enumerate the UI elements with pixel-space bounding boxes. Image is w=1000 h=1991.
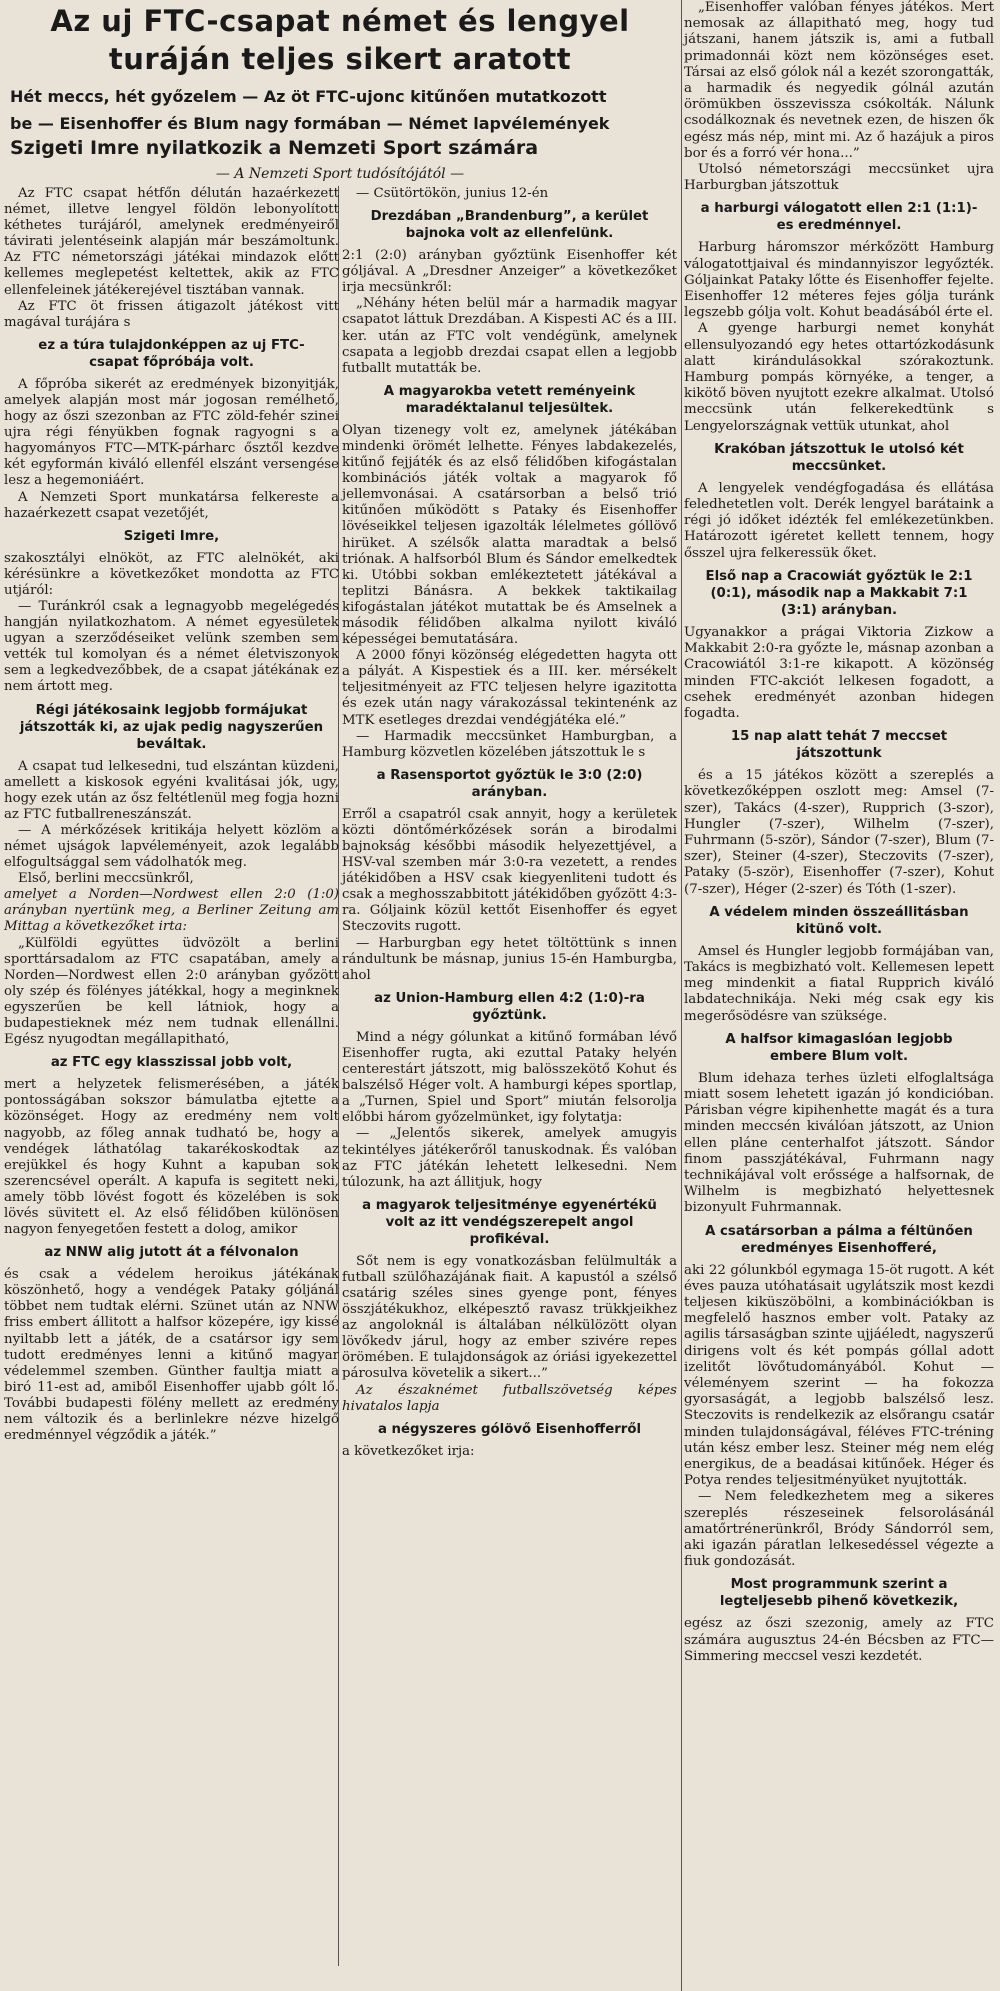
paragraph: Amsel és Hungler legjobb formájában van, Takács is megbizható volt. Kellemesen lepett meg mindenkit a fiatal Rupprich kiváló labdatechnikája. Neki még csak egy kis megerősödésre van szüksége. [684,943,994,1024]
section-heading: Krakóban játszottuk le utolsó két meccsünket. [714,441,964,474]
headline-line-2: turáján teljes sikert aratott [108,42,572,76]
subheadline-line-3: Szigeti Imre nyilatkozik a Nemzeti Sport számára [10,137,539,159]
paragraph: Sőt nem is egy vonatkozásban felülmulták a futball szülőhazájának fiait. A kapustól a szélső csatárig széles sines gyenge pont, fényes összjátékukhoz, elképesztő ravasz trükkjeikhez az angoloknál is általában nélkülözött olyan lövőkedv járul, hogy az ember szivére repes örömében. E tulajdonságok az óriási igyekezettel párosulva követelik a sikert...” [342,1253,677,1382]
byline: — A Nemzeti Sport tudósítójától — [215,166,465,182]
paragraph: — „Jelentős sikerek, amelyek amugyis tekintélyes játékerőről tanuskodnak. És valóban az FTC játékán lehetett lelkesedni. Nem túlozunk, ha azt állitjuk, hogy [342,1126,677,1190]
paragraph: — Csütörtökön, junius 12-én [356,186,549,201]
section-heading: az FTC egy klasszissal jobb volt, [50,1055,293,1071]
paragraph: 2:1 (2:0) arányban győztünk Eisenhoffer két góljával. A „Dresdner Anzeiger” a következőket irja mecsünkről: [342,248,677,296]
paragraph: egész az őszi szezonig, amely az FTC számára augusztus 24-én Bécsben az FTC—Simmering meccsel veszi kezdetét. [684,1616,994,1664]
paragraph: A lengyelek vendégfogadása és ellátása feledhetetlen volt. Derék lengyel barátaink a régi jó időket idézték fel emlékezetünkben. Határozott igéretet kellett tennem, hogy ősszel ujra felkeressük őket. [684,480,994,561]
section-heading: Régi játékosaink legjobb formájukat játszották ki, az ujak pedig nagyszerűen beváltak. [19,702,324,752]
section-heading: az Union-Hamburg ellen 4:2 (1:0)-ra győztünk. [374,990,645,1023]
section-heading: ez a túra tulajdonképpen az uj FTC-csapat főpróbája volt. [38,337,305,370]
paragraph: Olyan tizenegy volt ez, amelynek játékában mindenki örömét lelhette. Fényes labdakezelés, kitűnő fejjáték és az első félidőben kifogástalan kombinációs játék voltak a magyarok fő jellemvonásai. A csatársorban a belső trió kitűnően működött s Pataky és Eisenhoffer lövéseikkel teljesen igazolták lélelmetes góllövő hirüket. A szélsők alatta maradtak a belső triónak. A halfsorból Blum és Sándor emelkedtek ki. Utóbbi sokban emlékeztetett játékával a teplitzi Bánásra. A bekkek taktikailag kifogástalan játékot mutattak be és Amselnek a második félidőben alkalma nyilott kiváló képességei bemutatására. [342,422,677,648]
paragraph: szakosztályi elnököt, az FTC alelnökét, aki kérésünkre a következőket mondotta az FTC utjáról: [4,550,339,598]
paragraph: Az FTC öt frissen átigazolt játékost vitt magával turájára s [4,298,339,330]
column-2 [342,186,677,1460]
column-3 [684,0,994,1991]
paragraph: — A mérkőzések kritikája helyett közlöm a német ujságok lapvéleményeit, azok legalább elfogultsággal sem vádolhatók meg. [4,822,339,871]
paragraph: Első, berlini meccsünkről, [18,871,194,887]
paragraph: mert a helyzetek felismerésében, a játék pontosságában sokszor bámulatba ejtette a közönséget. Hogy az eredmény nem volt nagyobb, az főleg annak tudható be, hogy a vendégek láthatólag takarékoskodtak az erejükkel és hogy Kuhnt a kapuban sok szerencsével operált. A kapufa is segitett neki, amely több lövést fogott és közelében is sok lövés süvitett el. Az első félidőben különösen nagyon fenyegetően festett a dolog, amikor [4,1077,339,1238]
paragraph: Mind a négy gólunkat a kitűnő formában lévő Eisenhoffer rugta, aki ezuttal Pataky helyén centerestárt játszott, mig balösszekötő Kohut és balszélső Héger volt. A hamburgi képes sportlap, a „Turnen, Spiel und Sport” miután felsorolja előbbi három győzelmünket, igy folytatja: [342,1029,677,1126]
paragraph: Blum idehaza terhes üzleti elfoglaltsága miatt sosem lehetett igazán jó kondicióban. Párisban végre kipihenhette magát és a tura minden meccsén kiválóan játszott, az Union ellen pláne centerhalfot játszott. Sándor finom passzjátékával, Fuhrmann nagy technikájával volt erőssége a halfsornak, de Wilhelm is megbizható helyettesnek bizonyult Fuhrmannak. [684,1070,994,1216]
section-heading: az NNW alig jutott át a félvonalon [44,1245,299,1261]
section-heading: a harburgi válogatott ellen 2:1 (1:1)-es eredménnyel. [700,201,978,234]
subheadline-line-1: Hét meccs, hét győzelem — Az öt FTC-ujonc kitűnően mutatkozott [10,87,607,106]
section-heading: A magyarokba vetett reményeink maradéktalanul teljesültek. [383,383,636,416]
section-heading: a magyarok teljesitménye egyenértékü volt az itt vendégszerepelt angol profikéval. [362,1197,657,1247]
paragraph: Ugyanakkor a prágai Viktoria Zizkow a Makkabit 2:0-ra győzte le, másnap azonban a Cracowiától 3:1-re kikapott. A közönség minden FTC-akciót lelkesen fogadott, a csehek eredményét azonban hidegen fogadta. [684,624,994,721]
paragraph: a következőket irja: [342,1443,475,1459]
paragraph: A főpróba sikerét az eredmények bizonyitják, amelyek alapján most már jogosan remélhető, hogy az őszi szezonban az FTC zöld-fehér szinei ujra régi fényükben fognak ragyogni s a hagyományos FTC—MTK-párharc ősztől kezdve két egyformán kiváló ellenfél elszánt versengése lesz a hegemoniáért. [4,376,339,489]
section-heading: Szigeti Imre, [123,528,220,544]
column-divider-right [681,0,682,1991]
paragraph: — Harmadik meccsünket Hamburgban, a Hamburg közvetlen közelében játszottuk le s [342,728,677,760]
paragraph: Utolsó németországi meccsünket ujra Harburgban játszottuk [684,162,994,194]
paragraph: — Turánkról csak a legnagyobb megelégedés hangján nyilatkozhatom. A német egyesületek ugyan a szerződéseiket velünk szemben sem vették tul komolyan és a német életviszonyok sem a legkedvezőbbek, de a csapat játékának ez nem ártott meg. [4,598,339,695]
paragraph: Az északnémet futballszövetség képes hivatalos lapja [342,1382,677,1414]
section-heading: Első nap a Cracowiát győztük le 2:1 (0:1), második nap a Makkabit 7:1 (3:1) arányban. [705,568,973,618]
paragraph: A Nemzeti Sport munkatársa felkereste a hazaérkezett csapat vezetőjét, [4,489,339,521]
paragraph: A gyenge harburgi nemet konyhát ellensulyozandó egy hetes ottartózkodásunk alatt kirándulásokkal szórakoztunk. Hamburg pompás környéke, a tenger, a kikötő böven nyujtott ezekre alkalmat. Utolsó meccsünk után felkerekedtünk s Lengyelországnak vettük utunkat, ahol [684,321,994,434]
section-heading: a Rasensportot győztük le 3:0 (2:0) arányban. [376,767,643,800]
section-heading: Drezdában „Brandenburg”, a kerület bajnoka volt az ellenfelünk. [370,209,649,242]
section-heading: A védelem minden összeállitásban kitünő volt. [709,904,969,937]
section-heading: 15 nap alatt tehát 7 meccset játszottunk [730,729,948,762]
column-1 [4,186,339,1444]
paragraph: és a 15 játékos között a szereplés a következőképpen oszlott meg: Amsel (7-szer), Takács (4-szer), Rupprich (3-szor), Hungler (7-szer), Wilhelm (7-szer), Fuhrmann (5-ször), Sándor (7-szer), Blum (7-szer), Steiner (4-szer), Steczovits (7-szer), Pataky (5-ször), Eisenhoffer (7-szer), Kohut (7-szer), Héger (2-szer) és Tóth (1-szer). [684,768,994,897]
subheadline-line-2: be — Eisenhoffer és Blum nagy formában — Német lapvélemények [10,114,610,133]
paragraph: A csapat tud lelkesedni, tud elszántan küzdeni, amellett a kiskosok egyéni kvalitásai jók, ugy, hogy ezek után az ősz feltétlenül meg fogja hozni az FTC futballreneszánszát. [4,758,339,822]
paragraph: — Nem feledkezhetem meg a sikeres szereplés részeseinek felsorolásánál amatőrtrénerünkről, Bródy Sándorról sem, aki igazán páratlan lelkesedéssel végezte a fiuk gondozását. [684,1489,994,1570]
paragraph: — Harburgban egy hetet töltöttünk s innen rándultunk be másnap, junius 15-én Hamburgba, ahol [342,935,677,983]
paragraph: „Külföldi együttes üdvözölt a berlini sporttársadalom az FTC csapatában, amely a Norden—Nordwest ellen 2:0 arányban győzött oly szép és fölényes játékkal, hogy a meginknek egyszerűen be kell látniok, hogy a budapestieknek méz nem tudnak ellenállni. Egész nyugodtan megállapitható, [4,935,339,1048]
paragraph: Az FTC csapat hétfőn délután hazaérkezett német, illetve lengyel földön lebonyolított kéthetes turájáról, amelynek eredményeiről távirati jelentéseink alapján már beszámoltunk. Az FTC németországi játékai mindazok előtt kellemes meglepetést keltettek, akik az FTC ellenfeleinek játékerejével tisztában vannak. [4,186,339,298]
section-heading: Most programmunk szerint a legteljesebb pihenő következik, [719,1577,959,1610]
paragraph: „Néhány héten belül már a harmadik magyar csapatot láttuk Drezdában. A Kispesti AC és a III. ker. után az FTC volt vendégünk, amelynek csapata a legjobb drezdai csapat ellen a legjobb futballt mutatták be. [342,296,677,376]
paragraph: A 2000 főnyi közönség elégedetten hagyta ott a pályát. A Kispestiek és a III. ker. mérsékelt teljesitményeit az FTC teljesen helyre igazitotta és ezek után nagy várakozással tekintenénk az MTK esetleges drezdai vendégjátéka elé.” [342,648,677,728]
section-heading: a négyszeres gólövő Eisenhofferről [377,1421,642,1437]
section-heading: A csatársorban a pálma a féltünően eredményes Eisenhofferé, [705,1223,973,1256]
paragraph: Harburg háromszor mérkőzött Hamburg válogatottjaival és mindannyiszor legyőzték. Góljainkat Pataky lőtte és Eisenhoffer fejelte. Eisenhoffer 12 méteres fejes gólja turánk legszebb gólja volt. Kohut beadásából érte el. [684,240,994,321]
paragraph: Erről a csapatról csak annyit, hogy a kerületek közti döntőmérkőzések során a birodalmi bajnokság későbbi második helyezettjével, a HSV-val szemben már 3:0-ra vezetett, a rendes játékidőben a HSV csak kiegyenliteni tudott és csak a meghosszabbitott játékidőben győzött 4:3-ra. Góljaink közül kettőt Eisenhoffer és egyet Steczovits rugott. [342,806,677,935]
paragraph: aki 22 gólunkból egymaga 15-öt rugott. A két éves pauza utóhatásait ugylátszik most kezdi teljesen kiküszöbölni, a kombinációkban is megfelelő hasznos ember volt. Pataky az agilis társaságban szinte ujjáéledt, nagyszerű dirigens volt és két pompás góllal adott izelitőt lövőtudományából. Kohut — véleményem szerint — ha fokozza gyorsaságát, a legjobb balszélső lesz. Steczovits is rendelkezik az elsőrangu csatár minden tulajdonságával, féléves FTC-tréning után kész ember lesz. Steiner még nem elég energikus, de a beadásai kitűnőek. Héger és Potya rendes teljesitményüket nyujtották. [684,1262,994,1489]
headline-line-1: Az uj FTC-csapat német és lengyel [50,4,630,38]
paragraph: „Eisenhoffer valóban fényes játékos. Mert nemosak az állapitható meg, hogy tud játszani, hanem játszik is, ami a futball primadonnái közt nem közönséges eset. Társai az első gólok nál a kezét szorongatták, a harmadik és negyedik gólnál azután örömükben összevissza csókolták. Nálunk csodálkoznak és nevetnek ezen, de hiszen ők egész más nép, mint mi. Az ő hazájuk a piros bor és a forró vér hona...” [684,0,994,161]
paragraph: és csak a védelem heroikus játékának köszönhető, hogy a vendégek Pataky góljánál többet nem tudtak elérni. Szünet után az NNW friss embert állitott a halfsor közepére, igy kissé nyiltabb lett a játék, de a csatársor igy sem tudott eredményes lenni a kitűnő magyar védelemmel szemben. Günther faultja miatt a biró 11-est ad, amiből Eisenhoffer ujabb gólt lő. További budapesti fölény mellett az eredmény nem változik és a berlinlekre nézve hizelgő eredménnyel végződik a játék.” [4,1267,339,1444]
paragraph: amelyet a Norden—Nordwest ellen 2:0 (1:0) arányban nyertünk meg, a Berliner Zeitung am Mittag a következőket irta: [4,887,339,935]
section-heading: A halfsor kimagaslóan legjobb embere Blum volt. [725,1031,953,1064]
